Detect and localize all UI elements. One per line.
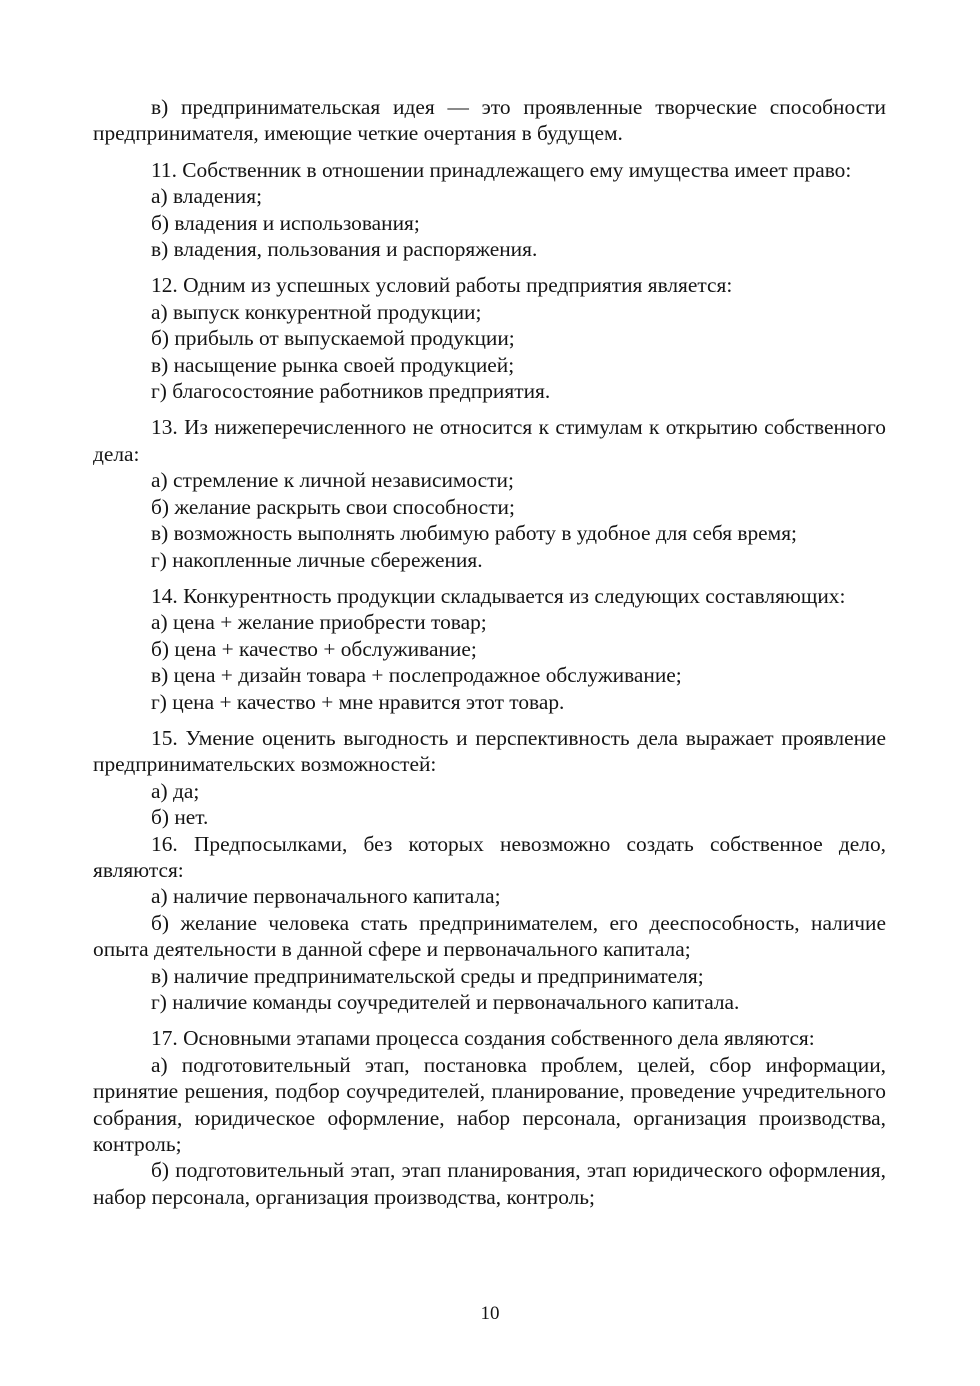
question-15-option-a: а) да; xyxy=(151,778,200,803)
question-12-option-a: а) выпуск конкурентной продукции; xyxy=(151,299,482,324)
question-14-option-c: в) цена + дизайн товара + послепродажное обслуживание; xyxy=(151,663,682,688)
question-11-option-a: а) владения; xyxy=(151,184,263,209)
question-16-option-a: а) наличие первоначального капитала; xyxy=(151,884,501,909)
question-13: 13. Из нижеперечисленного не относится к стимулам к открытию собственного дела: xyxy=(93,415,886,466)
question-17: 17. Основными этапами процесса создания собственного дела являются: xyxy=(151,1026,815,1051)
question-16-option-c: в) наличие предпринимательской среды и предпринимателя; xyxy=(151,963,704,988)
question-12: 12. Одним из успешных условий работы предприятия является: xyxy=(151,273,733,298)
question-13-option-a: а) стремление к личной независимости; xyxy=(151,468,514,493)
question-14-option-a: а) цена + желание приобрести товар; xyxy=(151,610,487,635)
question-12-option-d: г) благосостояние работников предприятия. xyxy=(151,379,551,404)
question-15-option-b: б) нет. xyxy=(151,805,209,830)
question-13-option-d: г) накопленные личные сбережения. xyxy=(151,547,483,572)
question-15: 15. Умение оценить выгодность и перспективность дела выражает проявление предпринимательских возможностей: xyxy=(93,725,886,777)
question-14: 14. Конкурентность продукции складывается из следующих составляющих: xyxy=(151,583,846,608)
question-12-option-b: б) прибыль от выпускаемой продукции; xyxy=(151,326,515,351)
intro-option: в) предпринимательская идея — это проявленные творческие способности предпринимателя, имеющие четкие очертания в будущем. xyxy=(93,95,886,146)
question-14-option-b: б) цена + качество + обслуживание; xyxy=(151,636,477,661)
question-11-option-c: в) владения, пользования и распоряжения. xyxy=(151,237,538,262)
question-16: 16. Предпосылками, без которых невозможно создать собственное дело, являются: xyxy=(93,831,886,882)
question-16-option-b: б) желание человека стать предпринимателем, его дееспособность, наличие опыта деятельности в данной сфере и первоначального капитала; xyxy=(93,910,886,962)
question-13-option-b: б) желание раскрыть свои способности; xyxy=(151,494,515,519)
question-14-option-d: г) цена + качество + мне нравится этот товар. xyxy=(151,689,565,714)
question-17-option-b: б) подготовительный этап, этап планирования, этап юридического оформления, набор персонала, организация производства, контроль; xyxy=(93,1158,886,1209)
question-13-option-c: в) возможность выполнять любимую работу в удобное для себя время; xyxy=(151,521,797,546)
question-11-option-b: б) владения и использования; xyxy=(151,210,420,235)
question-12-option-c: в) насыщение рынка своей продукцией; xyxy=(151,352,515,377)
question-16-option-d: г) наличие команды соучредителей и первоначального капитала. xyxy=(151,990,740,1014)
document-page xyxy=(93,94,886,1210)
page-number: 10 xyxy=(480,1303,500,1324)
question-11: 11. Собственник в отношении принадлежащего ему имущества имеет право: xyxy=(151,157,852,182)
question-17-option-a: а) подготовительный этап, постановка проблем, целей, сбор информации, принятие решения, подбор соучредителей, планирование, проведение учредительного собрания, юридическое оформление, набор персонала, организация производства, контроль; xyxy=(93,1052,886,1157)
